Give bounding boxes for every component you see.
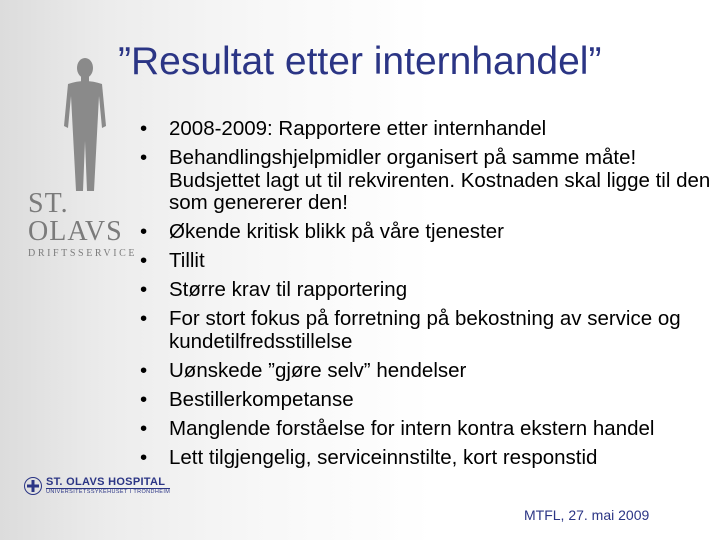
bullet-item: [139, 418, 719, 441]
hospital-subtitle: UNIVERSITETSSYKEHUSET I TRONDHEIM: [46, 489, 171, 495]
bullet-list: [139, 118, 719, 476]
bullet-text: Uønskede ”gjøre selv” hendelser: [169, 358, 467, 382]
bullet-text: Bestillerkompetanse: [169, 387, 354, 411]
hospital-cross-icon: [24, 477, 42, 495]
bullet-item: [139, 221, 719, 244]
bullet-text: Større krav til rapportering: [169, 278, 408, 301]
hospital-name: ST. OLAVS HOSPITAL: [46, 476, 166, 488]
bullet-text: Lett tilgjengelig, serviceinnstilte, kort responstid: [169, 445, 598, 469]
logo-subtitle: DRIFTSSERVICE: [28, 248, 138, 259]
bullet-marker: •: [140, 387, 148, 411]
bullet-marker: •: [140, 249, 148, 272]
bullet-marker: •: [140, 445, 148, 469]
slide-footer: MTFL, 27. mai 2009: [524, 507, 650, 523]
bullet-marker: •: [140, 358, 148, 382]
bullet-text: Økende kritisk blikk på våre tjenester: [169, 220, 504, 243]
logo-name: ST. OLAVS: [28, 188, 123, 247]
bullet-item: [139, 147, 719, 215]
bullet-text: 2008-2009: Rapportere etter internhandel: [169, 117, 547, 140]
bullet-text: Manglende forståelse for intern kontra ekstern handel: [169, 416, 655, 440]
bullet-marker: •: [140, 307, 148, 330]
bullet-item: [139, 447, 719, 470]
bullet-marker: •: [140, 117, 148, 140]
bullet-text: Tillit: [169, 249, 205, 272]
slide-title: ”Resultat etter internhandel”: [118, 40, 602, 83]
st-olavs-hospital-logo: [24, 476, 170, 496]
bullet-text: Behandlingshjelpmidler organisert på samme måte! Budsjettet lagt ut til rekvirenten. Kostnaden skal ligge til den som genererer den!: [169, 146, 711, 214]
bullet-marker: •: [140, 146, 148, 169]
bullet-item: [139, 279, 719, 302]
bullet-item: [139, 389, 719, 412]
bullet-marker: •: [140, 278, 148, 301]
bullet-text: For stort fokus på forretning på bekostning av service og kundetilfredsstillelse: [169, 307, 681, 353]
bullet-marker: •: [140, 220, 148, 243]
bullet-item: [139, 250, 719, 273]
human-figure-icon: [50, 56, 120, 196]
bullet-item: [139, 308, 719, 353]
bullet-item: [139, 360, 719, 383]
bullet-item: [139, 118, 719, 141]
bullet-marker: •: [140, 416, 148, 440]
